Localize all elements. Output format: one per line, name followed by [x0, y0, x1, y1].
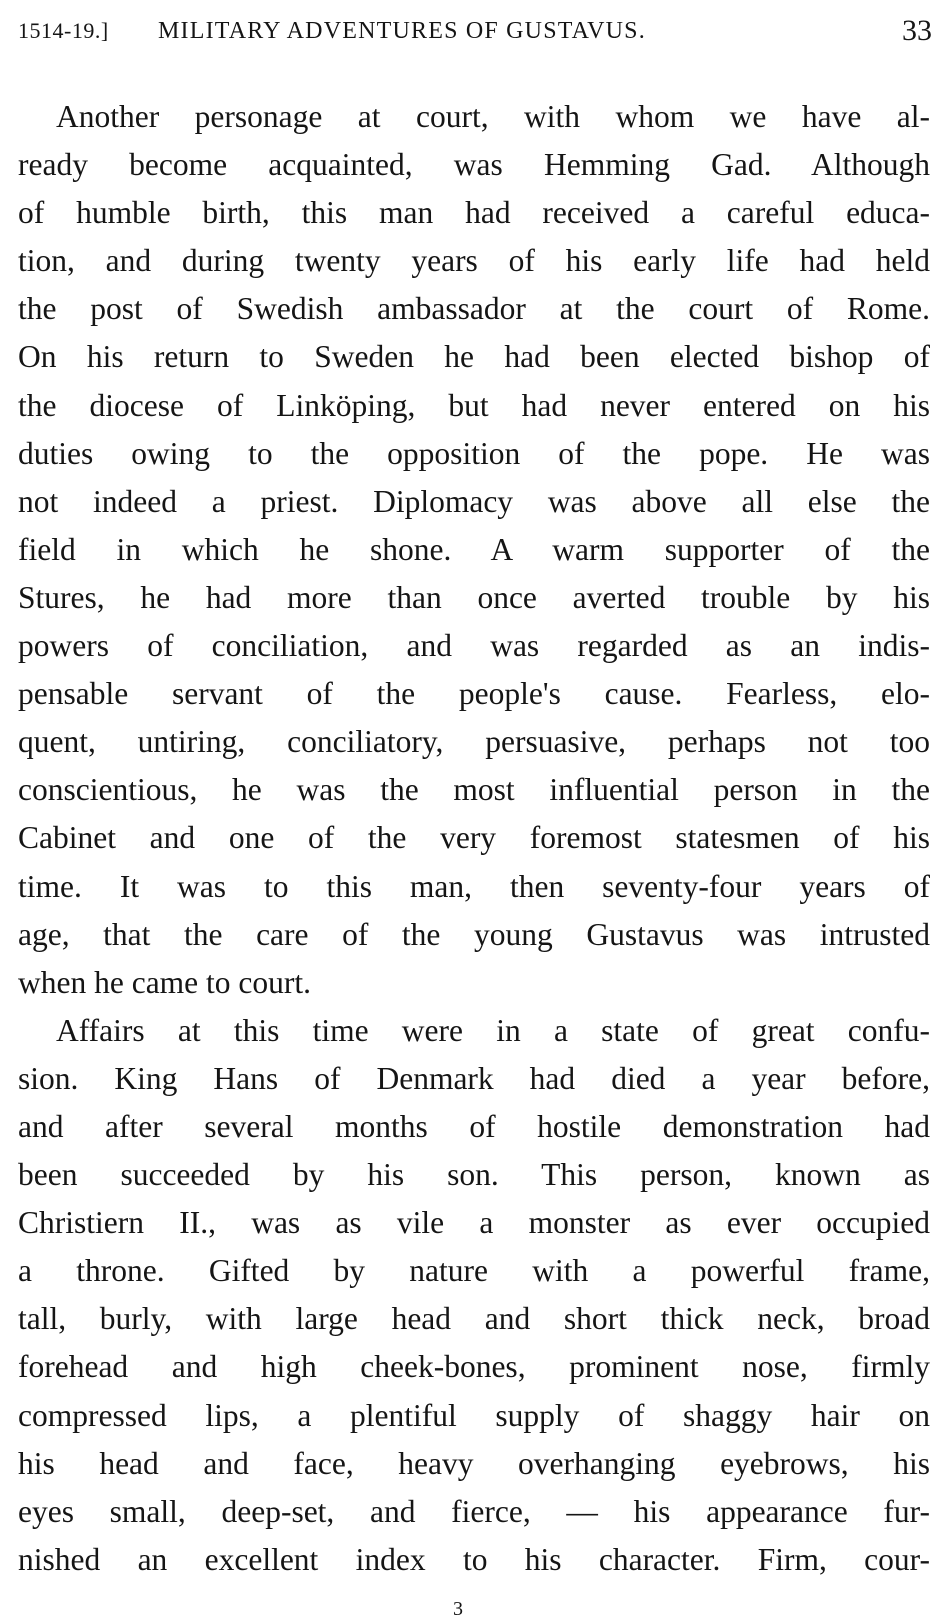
running-header	[18, 14, 936, 54]
text-line: and after several months of hostile demonstration had	[18, 1108, 930, 1144]
text-line: age, that the care of the young Gustavus was intrusted	[18, 916, 930, 952]
text-line: duties owing to the opposition of the pope. He was	[18, 435, 930, 471]
header-title: MILITARY ADVENTURES OF GUSTAVUS.	[158, 18, 646, 44]
text-line: the diocese of Linköping, but had never entered on his	[18, 387, 930, 423]
signature-mark: 3	[453, 1598, 463, 1620]
text-line: field in which he shone. A warm supporter of the	[18, 531, 930, 567]
text-line: Stures, he had more than once averted trouble by his	[18, 579, 930, 615]
text-line: his head and face, heavy overhanging eyebrows, his	[18, 1445, 930, 1481]
text-line: Another personage at court, with whom we have al-	[56, 99, 930, 134]
text-line: time. It was to this man, then seventy-four years of	[18, 868, 930, 904]
text-line: forehead and high cheek-bones, prominent nose, firmly	[18, 1349, 930, 1385]
text-line: the post of Swedish ambassador at the court of Rome.	[18, 291, 930, 327]
text-line: of humble birth, this man had received a careful educa-	[18, 195, 930, 231]
text-line: been succeeded by his son. This person, known as	[18, 1157, 930, 1193]
text-line: powers of conciliation, and was regarded as an indis-	[18, 628, 930, 664]
text-line: when he came to court.	[18, 964, 312, 1000]
text-line: On his return to Sweden he had been elected bishop of	[18, 339, 930, 375]
text-line: Christiern II., was as vile a monster as ever occupied	[18, 1205, 930, 1241]
text-line: eyes small, deep-set, and fierce, — his appearance fur-	[18, 1493, 930, 1529]
text-line: Cabinet and one of the very foremost statesmen of his	[18, 820, 930, 856]
text-line: pensable servant of the people's cause. Fearless, elo-	[18, 676, 930, 712]
body-text	[18, 93, 930, 1584]
text-line: tall, burly, with large head and short thick neck, broad	[18, 1301, 930, 1337]
text-line: quent, untiring, conciliatory, persuasive, perhaps not too	[18, 724, 930, 760]
page-number: 33	[902, 14, 932, 47]
text-line: Affairs at this time were in a state of great confu-	[56, 1012, 930, 1048]
text-line: nished an excellent index to his character. Firm, cour-	[18, 1541, 930, 1577]
text-line: tion, and during twenty years of his early life had held	[18, 243, 930, 279]
text-line: not indeed a priest. Diplomacy was above all else the	[18, 483, 930, 519]
text-line: sion. King Hans of Denmark had died a year before,	[18, 1060, 930, 1096]
text-line: a throne. Gifted by nature with a powerful frame,	[18, 1253, 930, 1289]
text-line: conscientious, he was the most influential person in the	[18, 772, 930, 808]
header-date-range: 1514-19.]	[18, 18, 109, 43]
text-line: compressed lips, a plentiful supply of shaggy hair on	[18, 1397, 930, 1433]
text-line: ready become acquainted, was Hemming Gad. Although	[18, 147, 930, 183]
